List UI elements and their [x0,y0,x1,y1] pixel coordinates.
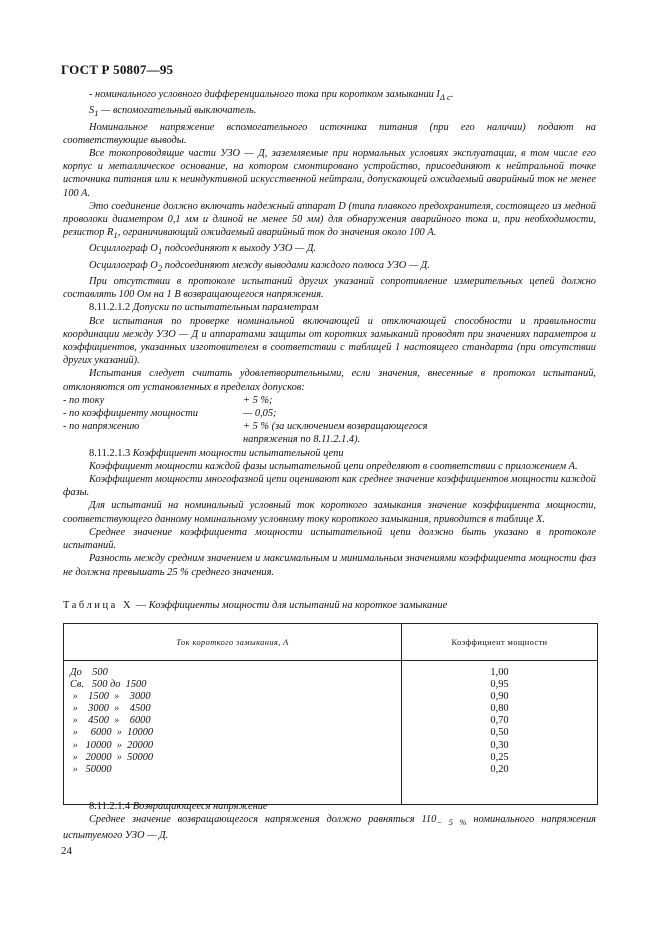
tolerance-item: - по коэффициенту мощности — 0,05; [63,408,277,420]
table-cell-current: » 1500 » 3000 [70,691,151,703]
table-cell-pf: 0,90 [490,691,509,703]
table-cell-current: » 3000 » 4500 [70,703,151,715]
power-factor-column [402,661,598,805]
table-header-current: Ток короткого замыкания, А [64,624,402,661]
tolerance-item: - по напряжению + 5 % (за исключением возвращающегося [63,421,428,433]
page-number: 24 [61,845,72,857]
paragraph: - номинального условного дифференциального тока при коротком замыкании $I_{\Delta c}$. [89,89,454,103]
document-body [63,88,596,579]
paragraph: Среднее значение коэффициента мощности испытательной цепи должно быть указано в протоколе испытаний. [63,526,596,552]
table-cell-current: » 6000 » 10000 [70,727,154,739]
paragraph: При отсутствии в протоколе испытаний других указаний сопротивление измерительных цепей должно составлять 100 Ом на 1 В возвращающегося напряжения. [63,276,596,301]
current-column [64,661,402,805]
table-cell-pf: 0,30 [490,739,509,751]
table-cell-pf: 1,00 [490,667,509,678]
paragraph: Разность между средним значением и максимальным и минимальным значениями коэффициента мощности фаз не должна превышать 25 % среднего значения. [63,553,596,578]
paragraph: Среднее значение возвращающегося напряжения должно равняться $110_{- 5 \%}$ номинального напряжения испытуемого УЗО — Д. [63,814,596,842]
table-row [64,661,598,805]
paragraph: Осциллограф $O_2$ подсоединяют между выводами каждого полюса УЗО — Д. [89,259,430,273]
document-body-continued [63,800,596,843]
section-heading: 8.11.2.1.2 Допуски по испытательным параметрам [89,302,319,314]
table-cell-current: Св. 500 до 1500 [70,679,147,691]
table-cell-pf: 0,95 [490,679,509,691]
table-cell-pf: 0,50 [490,727,509,739]
paragraph: $S_1$ — вспомогательный выключатель. [89,105,257,119]
table-cell-current: » 4500 » 6000 [70,715,151,727]
paragraph: Коэффициент мощности многофазной цепи оценивают как среднее значение коэффициентов мощности каждой фазы. [63,474,596,499]
table-title: Коэффициенты мощности для испытаний на короткое замыкание [148,600,448,611]
table-cell-pf: 0,70 [490,715,509,727]
table-cell-current: » 50000 [70,763,112,775]
section-heading: 8.11.2.1.3 Коэффициент мощности испытательной цепи [89,447,344,459]
table-cell-pf: 0,80 [490,703,509,715]
table-cell-current: » 20000 » 50000 [70,751,154,763]
table-caption: Таблица X — Коэффициенты мощности для испытаний на короткое замыкание [63,600,448,611]
paragraph: Это соединение должно включать надежный аппарат D (типа плавкого предохранителя, состоящего из медной проволоки диаметром 0,1 мм и длиной не менее 50 мм) для обнаружения аварийного тока и, при необходимости, резистор $R_1$, ограничивающий ожидаемый аварийный ток до значения около 100 А. [63,200,596,241]
tolerance-item: - по току + 5 %; [63,394,273,406]
tolerance-continuation: напряжения по 8.11.2.1.4). [243,434,361,446]
paragraph: Все испытания по проверке номинальной включающей и отключающей способности и правильности координации между УЗО — Д и аппаратами защиты от коротких замыканий проводят при значениях параметров и коэффициентов, указанных изготовителем в соответствии с таблицей 1 настоящего стандарта (при отсутствии других указаний). [63,315,596,367]
power-factor-table [63,623,598,805]
table-label: Таблица X [63,600,134,611]
paragraph: Испытания следует считать удовлетворительными, если значения, внесенные в протокол испытаний, отклоняются от установленных в пределах допусков: [63,368,596,393]
paragraph: Номинальное напряжение вспомогательного источника питания (при его наличии) подают на соответствующие выводы. [63,121,596,146]
paragraph: Для испытаний на номинальный условный ток короткого замыкания значение коэффициента мощности, соответствующего данному номинальному условному току короткого замыкания, приводится в таблице X. [63,500,596,525]
document-header: ГОСТ Р 50807—95 [61,62,174,77]
paragraph: Коэффициент мощности каждой фазы испытательной цепи определяют в соответствии с приложением А. [89,460,578,472]
table-cell-current: » 10000 » 20000 [70,739,154,751]
table-cell-pf: 0,25 [490,751,509,763]
table-cell-current: До 500 [70,667,108,678]
table-cell-pf: 0,20 [490,763,509,775]
paragraph: Все токопроводящие части УЗО — Д, заземляемые при нормальных условиях эксплуатации, в том числе его корпус и металлическое основание, на котором смонтировано устройство, присоединяют к нейтральной точке источника питания или к неиндуктивной искусственной нейтрали, допускающей ожидаемый аварийный ток не менее 100 А. [63,147,596,199]
section-heading: 8.11.2.1.4 Возвращающееся напряжение [89,801,268,812]
paragraph: Осциллограф $O_1$ подсоединяют к выходу УЗО — Д. [89,243,317,257]
table-header-power-factor: Коэффициент мощности [402,624,598,661]
